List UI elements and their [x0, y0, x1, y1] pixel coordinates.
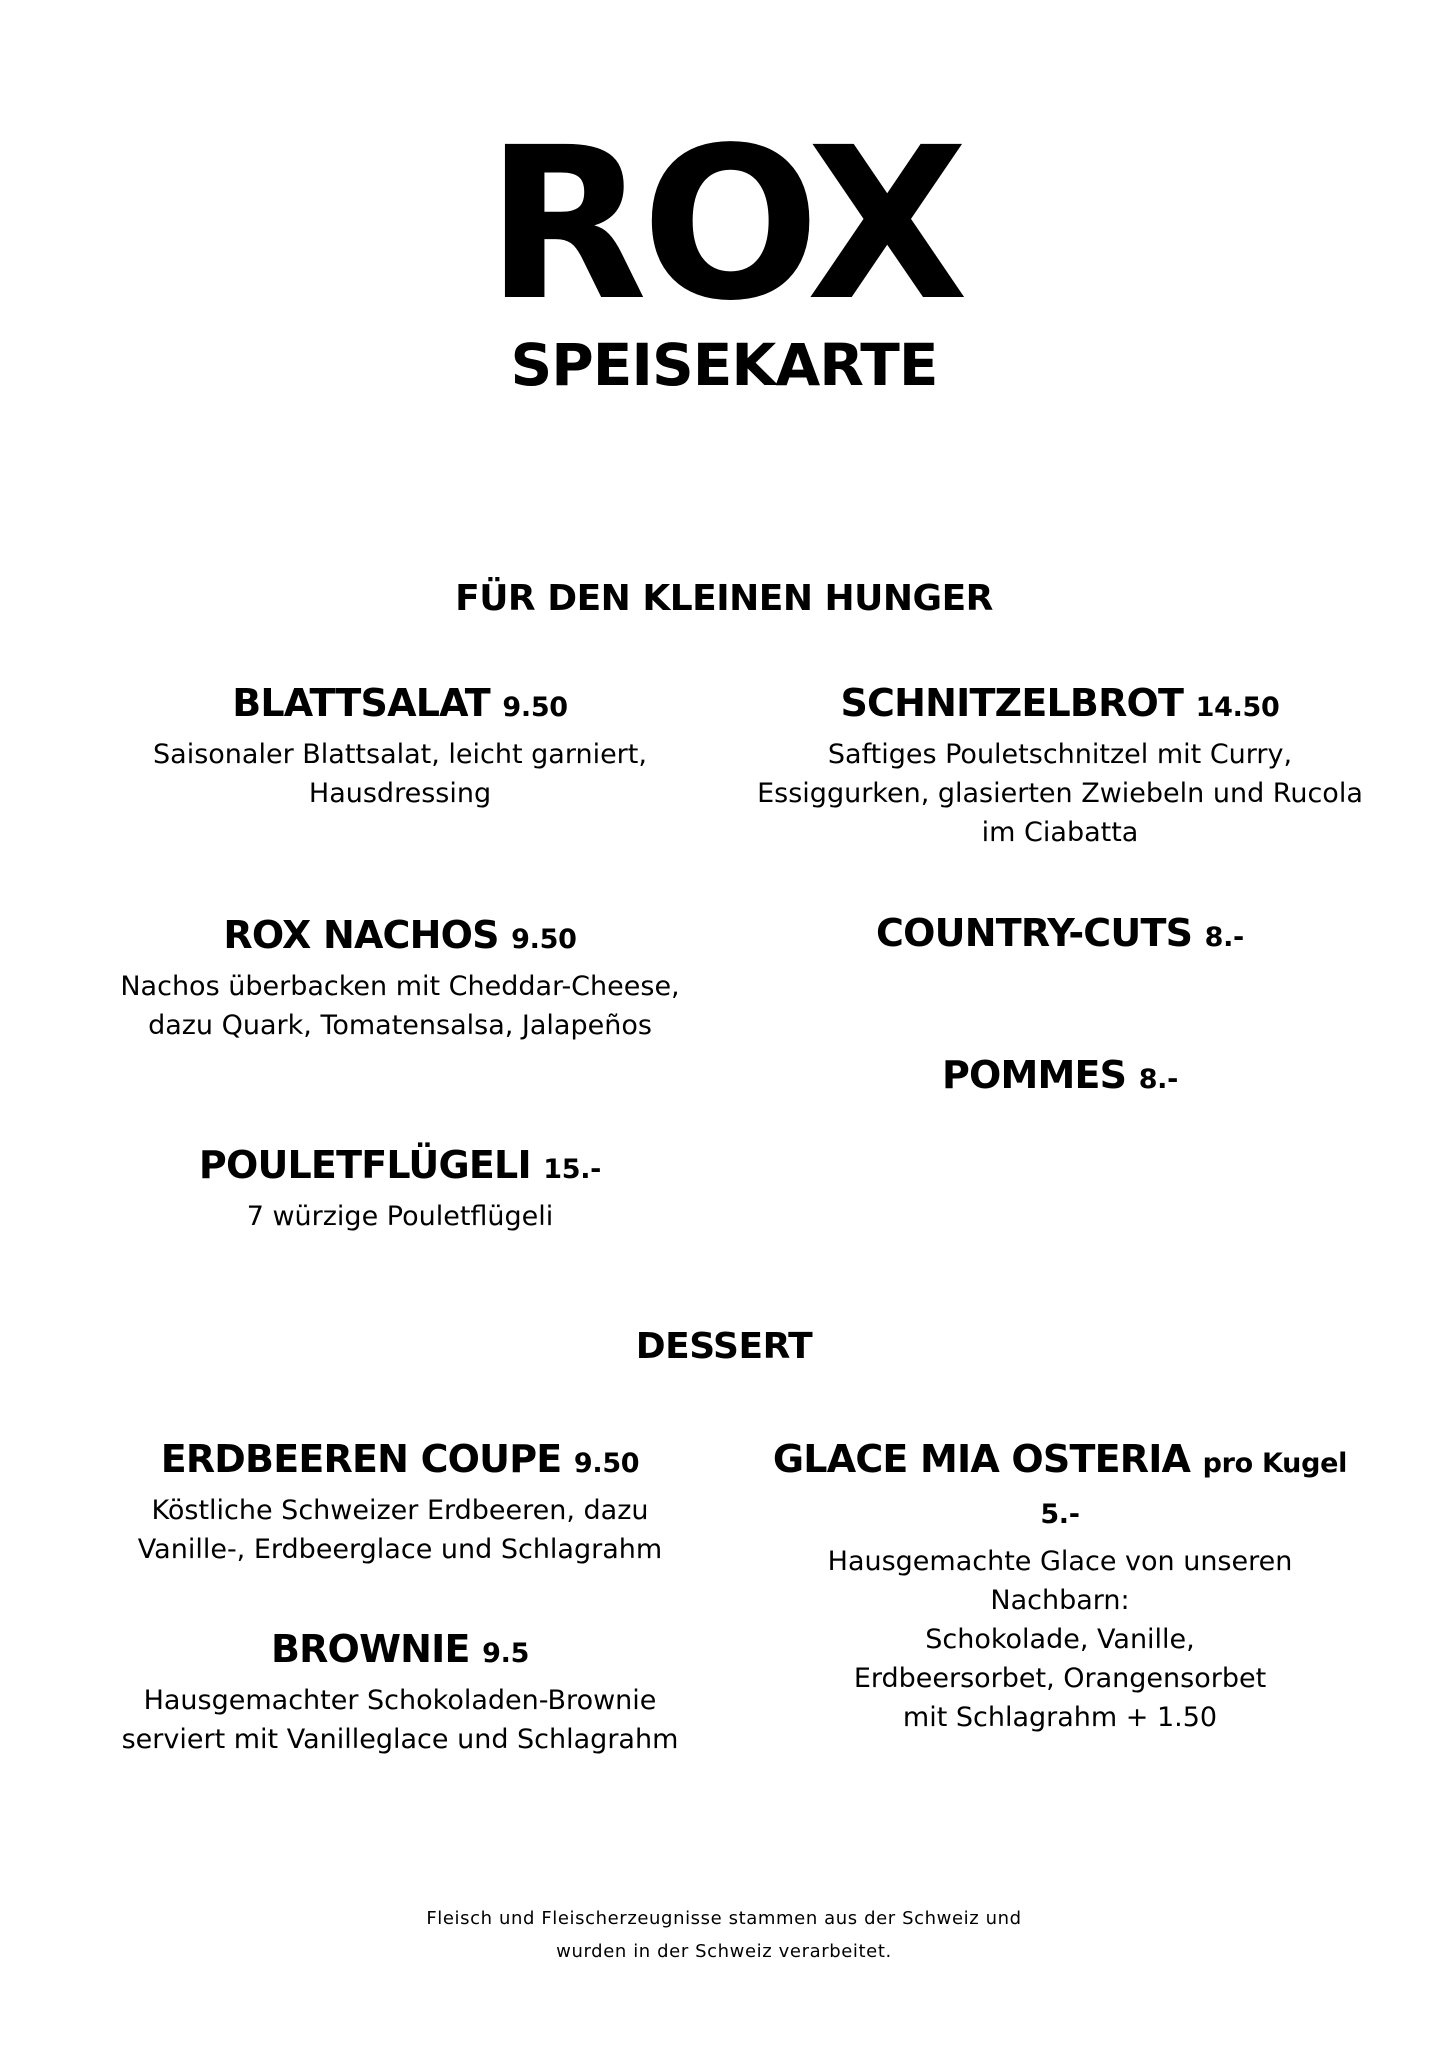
item-description: Saisonaler Blattsalat, leicht garniert, Hausdressing — [153, 739, 647, 809]
item-price: 9.50 — [573, 1448, 640, 1479]
item-price: 5.- — [1040, 1499, 1080, 1530]
menu-item-glace-mia-osteria — [730, 1436, 1390, 1737]
item-price: 8.- — [1138, 1064, 1179, 1095]
item-description: Saftiges Pouletschnitzel mit Curry, Essiggurken, glasierten Zwiebeln und Rucola im Ciabatta — [757, 739, 1363, 848]
item-heading — [70, 912, 730, 963]
item-heading — [730, 1052, 1390, 1103]
menu-item-rox-nachos — [70, 912, 730, 1045]
menu-item-brownie — [70, 1626, 730, 1759]
item-name: SCHNITZELBROT — [840, 681, 1184, 725]
item-description: 7 würzige Pouletflügeli — [246, 1201, 554, 1232]
item-description: Hausgemachter Schokoladen-Brownie serviert mit Vanilleglace und Schlagrahm — [121, 1685, 679, 1755]
item-price-unit: pro Kugel — [1202, 1448, 1348, 1479]
item-name: POMMES — [941, 1053, 1127, 1097]
item-heading — [730, 910, 1390, 961]
menu-item-pommes — [730, 1052, 1390, 1103]
item-price: 15.- — [543, 1154, 602, 1185]
item-name: POULETFLÜGELI — [198, 1143, 531, 1187]
menu-item-schnitzelbrot — [730, 680, 1390, 852]
item-heading — [70, 1142, 730, 1193]
menu-item-country-cuts — [730, 910, 1390, 961]
item-name: GLACE MIA OSTERIA — [772, 1437, 1191, 1481]
item-name: COUNTRY-CUTS — [876, 911, 1193, 955]
item-price: 9.50 — [511, 924, 577, 955]
item-heading — [70, 1436, 730, 1487]
restaurant-logo: ROX — [485, 102, 963, 347]
footer-note: Fleisch und Fleischerzeugnisse stammen aus der Schweiz und wurden in der Schweiz verarbeitet. — [426, 1908, 1022, 1962]
item-description: Hausgemachte Glace von unseren Nachbarn: Schokolade, Vanille, Erdbeersorbet, Orangensorbet mit Schlagrahm + 1.50 — [827, 1546, 1293, 1733]
menu-title: SPEISEKARTE — [510, 331, 938, 399]
item-price: 14.50 — [1195, 692, 1280, 723]
item-name: ROX NACHOS — [223, 913, 499, 957]
item-heading — [730, 680, 1390, 731]
item-price: 8.- — [1204, 922, 1244, 953]
item-heading — [70, 1626, 730, 1677]
item-name: BLATTSALAT — [232, 681, 490, 725]
menu-item-erdbeeren-coupe — [70, 1436, 730, 1569]
section-title-small-hunger: FÜR DEN KLEINEN HUNGER — [455, 578, 993, 619]
section-title-dessert: DESSERT — [635, 1326, 813, 1367]
menu-item-blattsalat — [70, 680, 730, 813]
item-name: ERDBEEREN COUPE — [160, 1437, 562, 1481]
item-description: Köstliche Schweizer Erdbeeren, dazu Vanille-, Erdbeerglace und Schlagrahm — [137, 1495, 663, 1565]
item-price: 9.50 — [502, 692, 568, 723]
item-name: BROWNIE — [270, 1627, 470, 1671]
item-heading — [70, 680, 730, 731]
item-description: Nachos überbacken mit Cheddar-Cheese, dazu Quark, Tomatensalsa, Jalapeños — [120, 971, 680, 1041]
item-price: 9.5 — [482, 1638, 530, 1669]
item-heading — [730, 1436, 1390, 1538]
menu-item-pouletfluegeli — [70, 1142, 730, 1236]
